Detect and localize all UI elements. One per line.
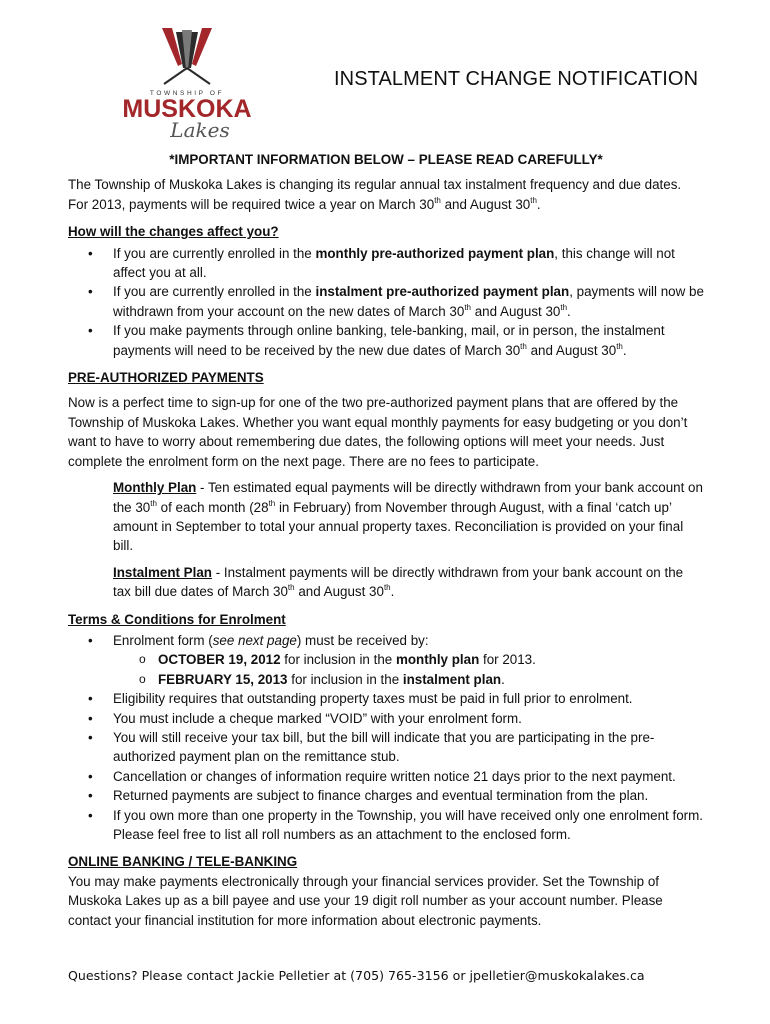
township-logo [112, 24, 262, 142]
list-item: • Cancellation or changes of information require written notice 21 days prior to the next payment. [68, 767, 704, 786]
page-title: INSTALMENT CHANGE NOTIFICATION [334, 68, 699, 90]
preauth-paragraph: Now is a perfect time to sign-up for one of the two pre-authorized payment plans that are offered by the Township of Muskoka Lakes. Whether you want equal monthly payments for easy budgeting or you don’t want to have to worry about remembering due dates, the following options will meet your needs. Just complete the enrolment form on the next page. There are no fees to participate. [68, 395, 688, 469]
list-item: • If you are currently enrolled in the monthly pre-authorized payment plan, this change will not affect you at all. [68, 244, 704, 283]
document-body [68, 150, 704, 930]
online-heading: ONLINE BANKING / TELE-BANKING [68, 854, 298, 870]
contact-footer: Questions? Please contact Jackie Pelletier at (705) 765-3156 or jpelletier@muskokalakes.ca [68, 968, 645, 983]
svg-text:MUSKOKA: MUSKOKA [122, 95, 252, 123]
list-item: • You must include a cheque marked “VOID” with your enrolment form. [68, 709, 704, 728]
changes-heading: How will the changes affect you? [68, 224, 279, 240]
svg-text:TOWNSHIP OF: TOWNSHIP OF [149, 90, 225, 97]
list-item: • If you make payments through online banking, tele-banking, mail, or in person, the instalment payments will need to be received by the new due dates of March 30th and August 30th. [68, 321, 704, 360]
terms-list [68, 631, 704, 844]
online-paragraph: You may make payments electronically through your financial services provider. Set the Township of Muskoka Lakes up as a bill payee and use your 19 digit roll number as your account number. Please contact your financial institution for more information about electronic payments. [68, 873, 663, 928]
changes-list [68, 244, 704, 360]
deadline-list [113, 650, 704, 689]
preauth-heading: PRE-AUTHORIZED PAYMENTS [68, 370, 264, 386]
list-item: o FEBRUARY 15, 2013 for inclusion in the instalment plan. [113, 670, 704, 689]
list-item: • Eligibility requires that outstanding property taxes must be paid in full prior to enrolment. [68, 689, 704, 708]
intro-paragraph: The Township of Muskoka Lakes is changing its regular annual tax instalment frequency and due dates. For 2013, payments will be required twice a year on March 30th and August 30th. [68, 177, 682, 212]
list-item: • If you own more than one property in the Township, you will have received only one enrolment form. Please feel free to list all roll numbers as an attachment to the enclosed form. [68, 806, 704, 845]
list-item: • Returned payments are subject to finance charges and eventual termination from the plan. [68, 786, 704, 805]
svg-text:Lakes: Lakes [170, 118, 230, 142]
list-item: • If you are currently enrolled in the instalment pre-authorized payment plan, payments will now be withdrawn from your account on the new dates of March 30th and August 30th. [68, 282, 704, 321]
logo-emblem-icon [112, 24, 262, 142]
monthly-plan-paragraph: Monthly Plan - Ten estimated equal payments will be directly withdrawn from your bank account on the 30th of each month (28th in February) from November through August, with a final ‘catch up’ amount in September to total your annual property taxes. Reconciliation is provided on your final bill. [113, 480, 703, 554]
terms-heading: Terms & Conditions for Enrolment [68, 611, 286, 627]
list-item: • You will still receive your tax bill, but the bill will indicate that you are participating in the pre-authorized payment plan on the remittance stub. [68, 728, 704, 767]
list-item: • Enrolment form (see next page) must be received by: o OCTOBER 19, 2012 for inclusion in the monthly plan for 2013. o FEBRUARY 15, 2013 for inclusion in the instalment plan. [68, 631, 704, 689]
instalment-plan-paragraph: Instalment Plan - Instalment payments will be directly withdrawn from your bank account on the tax bill due dates of March 30th and August 30th. [113, 564, 684, 600]
list-item: o OCTOBER 19, 2012 for inclusion in the monthly plan for 2013. [113, 650, 704, 669]
important-notice: *IMPORTANT INFORMATION BELOW – PLEASE READ CAREFULLY* [169, 152, 603, 167]
